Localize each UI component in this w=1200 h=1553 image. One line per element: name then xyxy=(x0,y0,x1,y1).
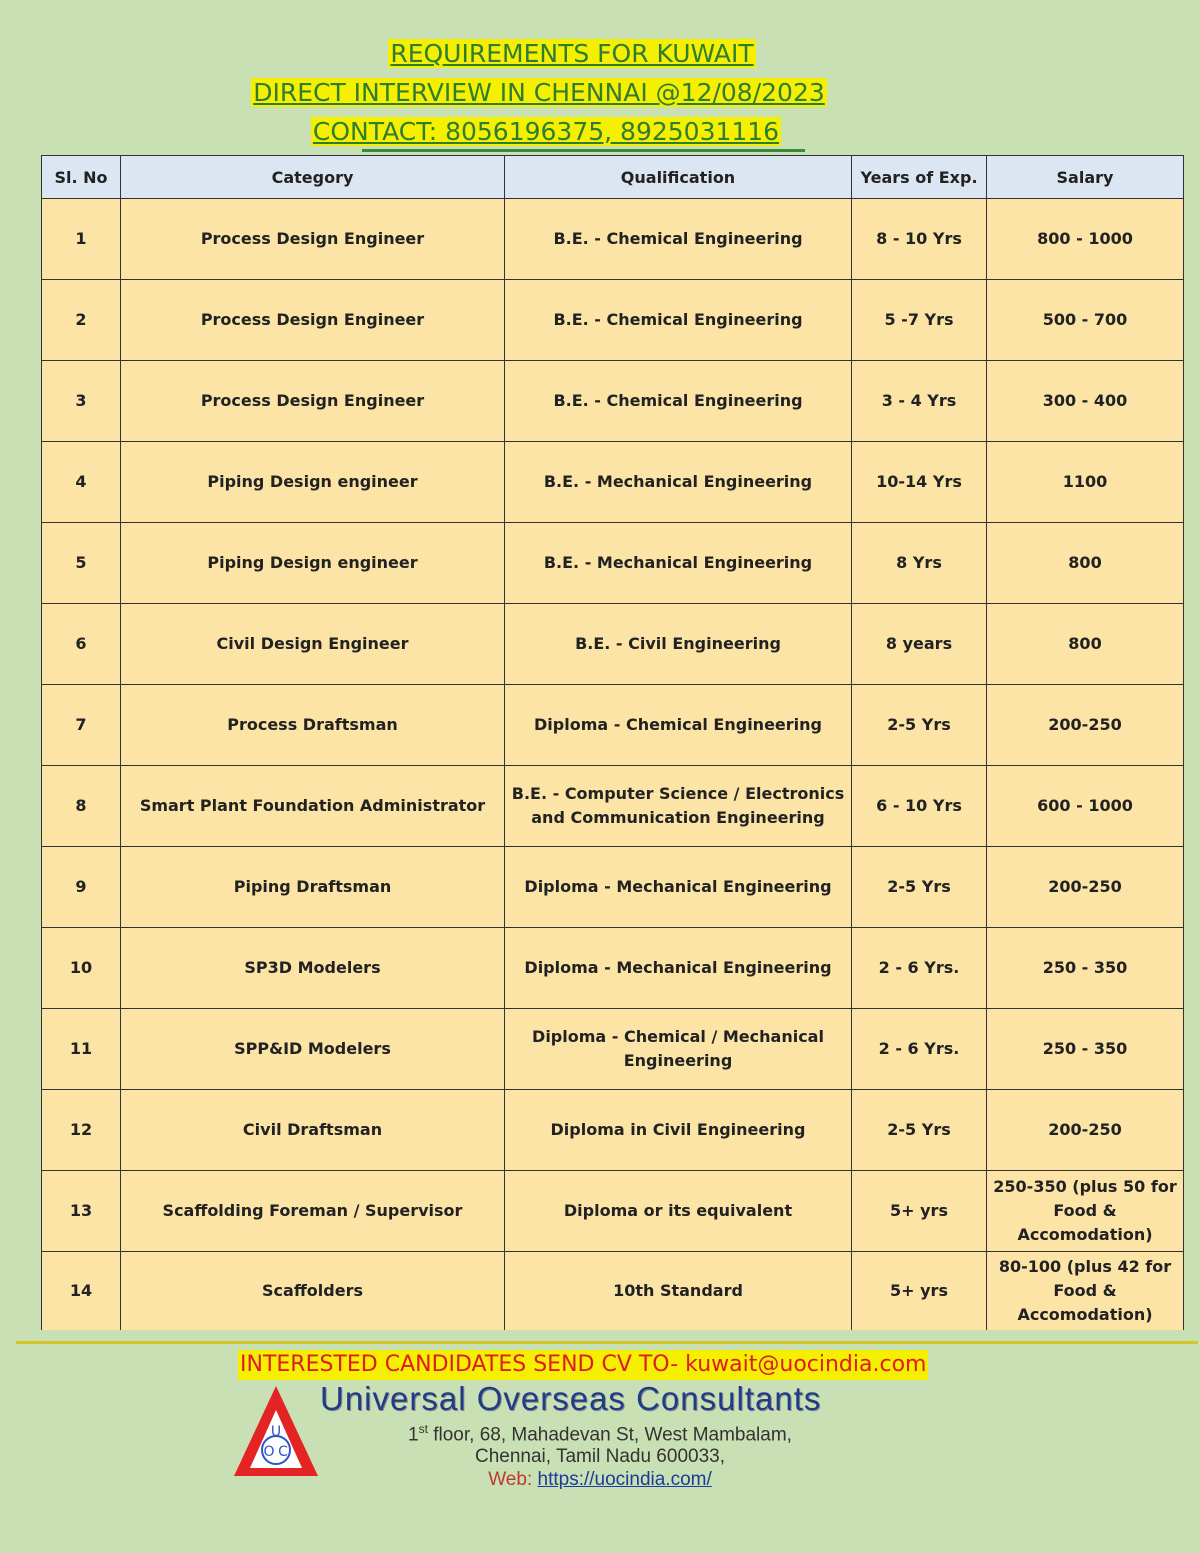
cell-exp: 2-5 Yrs xyxy=(852,847,987,928)
cell-salary: 80-100 (plus 42 for Food & Accomodation) xyxy=(987,1252,1184,1331)
table-row xyxy=(42,604,1184,685)
cell-category: Process Draftsman xyxy=(121,685,505,766)
cell-category: Scaffolding Foreman / Supervisor xyxy=(121,1171,505,1252)
cell-qualification: B.E. - Chemical Engineering xyxy=(505,280,852,361)
cell-salary: 200-250 xyxy=(987,847,1184,928)
header-divider xyxy=(362,149,805,152)
cell-sl-no: 9 xyxy=(42,847,121,928)
cell-qualification: Diploma - Mechanical Engineering xyxy=(505,847,852,928)
cell-qualification: B.E. - Chemical Engineering xyxy=(505,361,852,442)
cell-salary: 200-250 xyxy=(987,685,1184,766)
cell-exp: 2 - 6 Yrs. xyxy=(852,1009,987,1090)
cell-exp: 3 - 4 Yrs xyxy=(852,361,987,442)
footer-divider xyxy=(16,1341,1198,1344)
company-name: Universal Overseas Consultants xyxy=(320,1380,822,1417)
cell-sl-no: 14 xyxy=(42,1252,121,1331)
cell-qualification: B.E. - Mechanical Engineering xyxy=(505,442,852,523)
table-header-row xyxy=(42,156,1184,199)
cell-sl-no: 4 xyxy=(42,442,121,523)
cell-exp: 2-5 Yrs xyxy=(852,685,987,766)
website-link[interactable]: https://uocindia.com/ xyxy=(537,1469,712,1490)
cell-salary: 500 - 700 xyxy=(987,280,1184,361)
table-row xyxy=(42,1009,1184,1090)
table-row xyxy=(42,1171,1184,1252)
cell-salary: 600 - 1000 xyxy=(987,766,1184,847)
cell-exp: 2-5 Yrs xyxy=(852,1090,987,1171)
column-header-salary: Salary xyxy=(987,156,1184,199)
cell-sl-no: 3 xyxy=(42,361,121,442)
title-interview: DIRECT INTERVIEW IN CHENNAI @12/08/2023 xyxy=(253,78,825,107)
cell-qualification: B.E. - Mechanical Engineering xyxy=(505,523,852,604)
table-row xyxy=(42,847,1184,928)
cell-exp: 8 years xyxy=(852,604,987,685)
cell-salary: 250-350 (plus 50 for Food & Accomodation) xyxy=(987,1171,1184,1252)
title-requirements: REQUIREMENTS FOR KUWAIT xyxy=(390,39,754,68)
table-row xyxy=(42,1090,1184,1171)
cell-sl-no: 6 xyxy=(42,604,121,685)
table-row xyxy=(42,685,1184,766)
cell-category: SPP&ID Modelers xyxy=(121,1009,505,1090)
table-row xyxy=(42,928,1184,1009)
address-line-2: Chennai, Tamil Nadu 600033, xyxy=(475,1446,725,1467)
cell-exp: 8 - 10 Yrs xyxy=(852,199,987,280)
cell-sl-no: 1 xyxy=(42,199,121,280)
cell-sl-no: 5 xyxy=(42,523,121,604)
title-contact: CONTACT: 8056196375, 8925031116 xyxy=(312,117,780,146)
column-header-years-of-exp: Years of Exp. xyxy=(852,156,987,199)
column-header-sl-no: Sl. No xyxy=(42,156,121,199)
cell-exp: 5+ yrs xyxy=(852,1252,987,1331)
cell-qualification: 10th Standard xyxy=(505,1252,852,1331)
cell-qualification: B.E. - Chemical Engineering xyxy=(505,199,852,280)
svg-text:O: O xyxy=(263,1444,275,1460)
cell-category: Smart Plant Foundation Administrator xyxy=(121,766,505,847)
cell-sl-no: 8 xyxy=(42,766,121,847)
cell-exp: 2 - 6 Yrs. xyxy=(852,928,987,1009)
svg-text:U: U xyxy=(270,1424,282,1440)
table-row xyxy=(42,523,1184,604)
cell-salary: 1100 xyxy=(987,442,1184,523)
cell-category: Process Design Engineer xyxy=(121,280,505,361)
website-line: Web: https://uocindia.com/ xyxy=(488,1469,712,1490)
cell-exp: 10-14 Yrs xyxy=(852,442,987,523)
table-row xyxy=(42,280,1184,361)
cell-category: Civil Draftsman xyxy=(121,1090,505,1171)
cell-salary: 250 - 350 xyxy=(987,1009,1184,1090)
cell-salary: 800 xyxy=(987,604,1184,685)
cell-qualification: B.E. - Computer Science / Electronics and Communication Engineering xyxy=(505,766,852,847)
cell-category: Civil Design Engineer xyxy=(121,604,505,685)
table-row xyxy=(42,766,1184,847)
cell-qualification: Diploma - Mechanical Engineering xyxy=(505,928,852,1009)
table-row xyxy=(42,1252,1184,1331)
cell-exp: 5+ yrs xyxy=(852,1171,987,1252)
jobs-table xyxy=(41,155,1184,1330)
table-row xyxy=(42,199,1184,280)
cell-salary: 800 xyxy=(987,523,1184,604)
svg-text:C: C xyxy=(278,1444,288,1460)
cell-sl-no: 7 xyxy=(42,685,121,766)
cell-qualification: Diploma or its equivalent xyxy=(505,1171,852,1252)
cell-qualification: Diploma in Civil Engineering xyxy=(505,1090,852,1171)
cell-exp: 6 - 10 Yrs xyxy=(852,766,987,847)
cell-exp: 8 Yrs xyxy=(852,523,987,604)
cell-qualification: Diploma - Chemical Engineering xyxy=(505,685,852,766)
send-cv-notice: INTERESTED CANDIDATES SEND CV TO- kuwait@uocindia.com xyxy=(238,1350,928,1380)
cell-qualification: B.E. - Civil Engineering xyxy=(505,604,852,685)
cell-sl-no: 12 xyxy=(42,1090,121,1171)
table-row xyxy=(42,361,1184,442)
cell-category: Piping Design engineer xyxy=(121,442,505,523)
cell-category: Piping Draftsman xyxy=(121,847,505,928)
cell-sl-no: 2 xyxy=(42,280,121,361)
cell-salary: 300 - 400 xyxy=(987,361,1184,442)
uoc-logo xyxy=(232,1384,320,1478)
column-header-qualification: Qualification xyxy=(505,156,852,199)
cell-category: Process Design Engineer xyxy=(121,199,505,280)
cell-qualification: Diploma - Chemical / Mechanical Engineering xyxy=(505,1009,852,1090)
cell-sl-no: 11 xyxy=(42,1009,121,1090)
uoc-logo-icon xyxy=(232,1384,320,1478)
cell-salary: 800 - 1000 xyxy=(987,199,1184,280)
address-line-1: 1st floor, 68, Mahadevan St, West Mambalam, xyxy=(408,1422,792,1446)
cell-salary: 250 - 350 xyxy=(987,928,1184,1009)
cell-category: Piping Design engineer xyxy=(121,523,505,604)
table-row xyxy=(42,442,1184,523)
cell-category: Scaffolders xyxy=(121,1252,505,1331)
column-header-category: Category xyxy=(121,156,505,199)
cell-category: SP3D Modelers xyxy=(121,928,505,1009)
cell-salary: 200-250 xyxy=(987,1090,1184,1171)
cell-category: Process Design Engineer xyxy=(121,361,505,442)
cell-sl-no: 10 xyxy=(42,928,121,1009)
cell-exp: 5 -7 Yrs xyxy=(852,280,987,361)
cell-sl-no: 13 xyxy=(42,1171,121,1252)
